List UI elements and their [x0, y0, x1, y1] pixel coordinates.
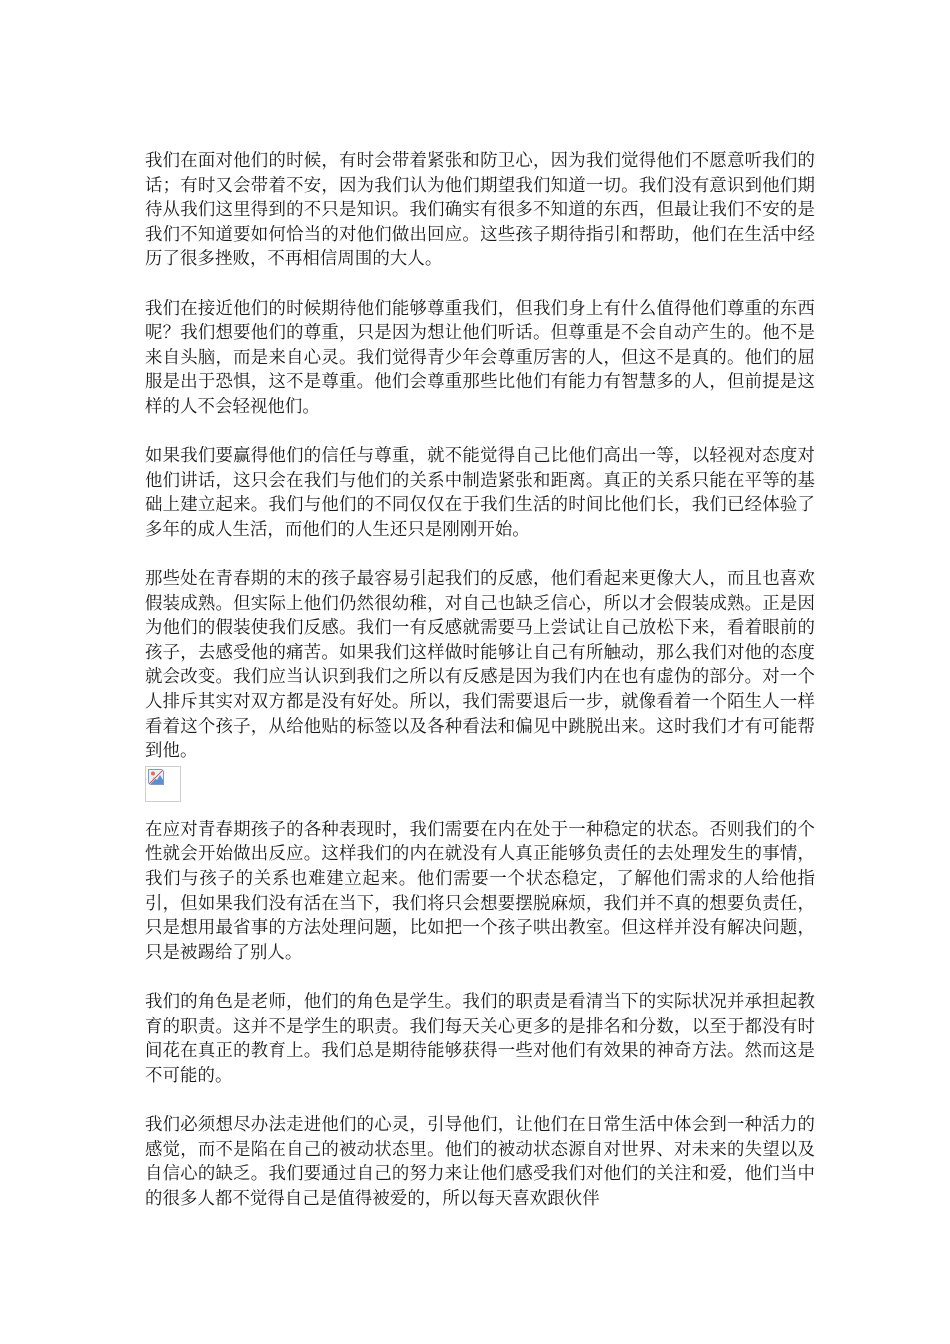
- paragraph-7: 我们必须想尽办法走进他们的心灵，引导他们，让他们在日常生活中体会到一种活力的感觉，而不是陷在自己的被动状态里。他们的被动状态源自对世界、对未来的失望以及自信心的缺乏。我们要通过自己的努力来让他们感受我们对他们的关注和爱，他们当中的很多人都不觉得自己是值得被爱的，所以每天喜欢跟伙伴: [145, 1114, 815, 1209]
- paragraph-2: 我们在接近他们的时候期待他们能够尊重我们，但我们身上有什么值得他们尊重的东西呢？我们想要他们的尊重，只是因为想让他们听话。但尊重是不会自动产生的。他不是来自头脑，而是来自心灵。我们觉得青少年会尊重厉害的人，但这不是真的。他们的屈服是出于恐惧，这不是尊重。他们会尊重那些比他们有能力有智慧多的人，但前提是这样的人不会轻视他们。: [145, 298, 815, 417]
- broken-image-icon: [145, 766, 181, 802]
- paragraph-5: 在应对青春期孩子的各种表现时，我们需要在内在处于一种稳定的状态。否则我们的个性就会开始做出反应。这样我们的内在就没有人真正能够负责任的去处理发生的事情，我们与孩子的关系也难建立起来。他们需要一个状态稳定，了解他们需求的人给他指引，但如果我们没有活在当下，我们将只会想要摆脱麻烦，我们并不真的想要负责任，只是想用最省事的方法处理问题，比如把一个孩子哄出教室。但这样并没有解决问题，只是被踢给了别人。: [145, 819, 815, 963]
- paragraph-6: 我们的角色是老师，他们的角色是学生。我们的职责是看清当下的实际状况并承担起教育的职责。这并不是学生的职责。我们每天关心更多的是排名和分数，以至于都没有时间花在真正的教育上。我们总是期待能够获得一些对他们有效果的神奇方法。然而这是不可能的。: [145, 992, 815, 1086]
- image-glyph-icon: [148, 769, 164, 785]
- paragraph-4: 那些处在青春期的末的孩子最容易引起我们的反感，他们看起来更像大人，而且也喜欢假装成熟。但实际上他们仍然很幼稚，对自己也缺乏信心，所以才会假装成熟。正是因为他们的假装使我们反感。我们一有反感就需要马上尝试让自己放松下来，看着眼前的孩子，去感受他的痛苦。如果我们这样做时能够让自己有所触动，那么我们对他的态度就会改变。我们应当认识到我们之所以有反感是因为我们内在也有虚伪的部分。对一个人排斥其实对双方都是没有好处。所以，我们需要退后一步，就像看着一个陌生人一样看着这个孩子，从给他贴的标签以及各种看法和偏见中跳脱出来。这时我们才有可能帮到他。: [145, 569, 815, 762]
- paragraph-3: 如果我们要赢得他们的信任与尊重，就不能觉得自己比他们高出一等，以轻视对态度对他们讲话，这只会在我们与他们的关系中制造紧张和距离。真正的关系只能在平等的基础上建立起来。我们与他们的不同仅仅在于我们生活的时间比他们长，我们已经体验了多年的成人生活，而他们的人生还只是刚刚开始。: [145, 446, 815, 540]
- document-body: [145, 149, 815, 1236]
- paragraph-1: 我们在面对他们的时候，有时会带着紧张和防卫心，因为我们觉得他们不愿意听我们的话；有时又会带着不安，因为我们认为他们期望我们知道一切。我们没有意识到他们期待从我们这里得到的不只是知识。我们确实有很多不知道的东西，但最让我们不安的是我们不知道要如何恰当的对他们做出回应。这些孩子期待指引和帮助，他们在生活中经历了很多挫败，不再相信周围的大人。: [145, 151, 815, 270]
